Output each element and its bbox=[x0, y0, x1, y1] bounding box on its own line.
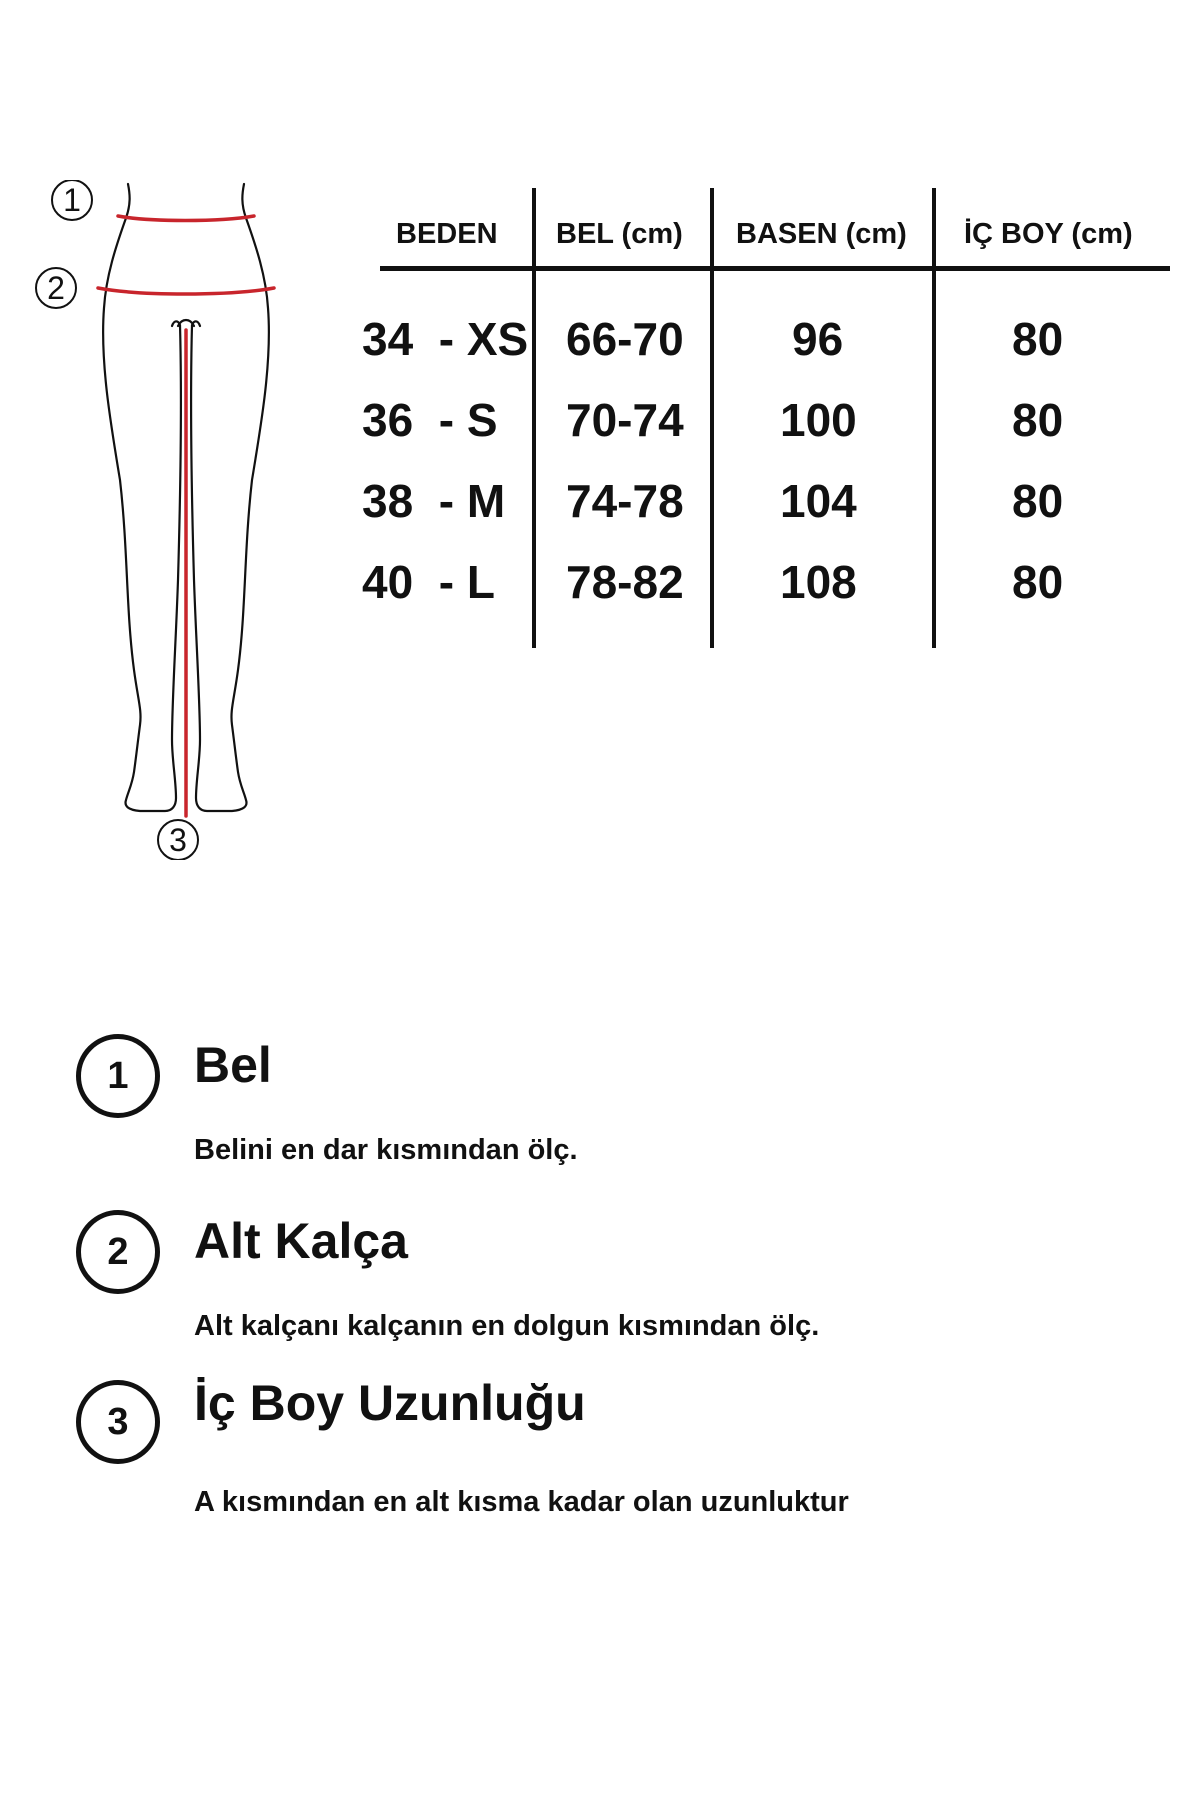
column-divider bbox=[932, 188, 936, 648]
cell-inseam: 80 bbox=[1012, 313, 1064, 365]
waist-measure-line bbox=[118, 216, 254, 221]
cell-inseam: 80 bbox=[1012, 556, 1064, 608]
cell-waist: 74-78 bbox=[566, 475, 684, 527]
header-hip: BASEN (cm) bbox=[736, 218, 907, 250]
cell-waist: 70-74 bbox=[566, 394, 684, 446]
cell-waist: 78-82 bbox=[566, 556, 684, 608]
cell-inseam: 80 bbox=[1012, 475, 1064, 527]
legend-description: Belini en dar kısmından ölç. bbox=[194, 1134, 578, 1166]
header-divider bbox=[380, 266, 1170, 271]
header-waist: BEL (cm) bbox=[556, 218, 683, 250]
legend-description: A kısmından en alt kısma kadar olan uzunluktur bbox=[194, 1486, 849, 1518]
header-inseam: İÇ BOY (cm) bbox=[964, 218, 1133, 250]
header-size: BEDEN bbox=[396, 218, 498, 250]
cell-hip: 100 bbox=[780, 394, 857, 446]
hip-measure-line bbox=[98, 288, 274, 294]
cell-inseam: 80 bbox=[1012, 394, 1064, 446]
legend-title: İç Boy Uzunluğu bbox=[194, 1375, 586, 1431]
cell-size: 34 - XS bbox=[362, 313, 529, 365]
legend-item-hip bbox=[76, 1210, 1076, 1360]
marker-2-label: 2 bbox=[47, 270, 65, 306]
legend-title: Bel bbox=[194, 1037, 272, 1093]
marker-3-label: 3 bbox=[169, 822, 187, 858]
leggings-figure-illustration bbox=[30, 180, 320, 860]
legend-item-waist bbox=[76, 1034, 1076, 1184]
size-table bbox=[362, 188, 1170, 658]
legend-number-badge: 3 bbox=[76, 1380, 160, 1464]
marker-1-label: 1 bbox=[63, 182, 81, 218]
cell-hip: 96 bbox=[792, 313, 844, 365]
legend-title: Alt Kalça bbox=[194, 1213, 408, 1269]
column-divider bbox=[710, 188, 714, 648]
legend-description: Alt kalçanı kalçanın en dolgun kısmından ölç. bbox=[194, 1310, 820, 1342]
figure-outline-right bbox=[191, 184, 269, 811]
legend-number-badge: 2 bbox=[76, 1210, 160, 1294]
legend-number-badge: 1 bbox=[76, 1034, 160, 1118]
cell-hip: 108 bbox=[780, 556, 857, 608]
legend-item-inseam bbox=[76, 1375, 1076, 1530]
cell-waist: 66-70 bbox=[566, 313, 684, 365]
figure-outline-left bbox=[103, 184, 181, 811]
cell-size: 40 - L bbox=[362, 556, 495, 608]
column-divider bbox=[532, 188, 536, 648]
cell-size: 36 - S bbox=[362, 394, 498, 446]
cell-size: 38 - M bbox=[362, 475, 506, 527]
cell-hip: 104 bbox=[780, 475, 857, 527]
